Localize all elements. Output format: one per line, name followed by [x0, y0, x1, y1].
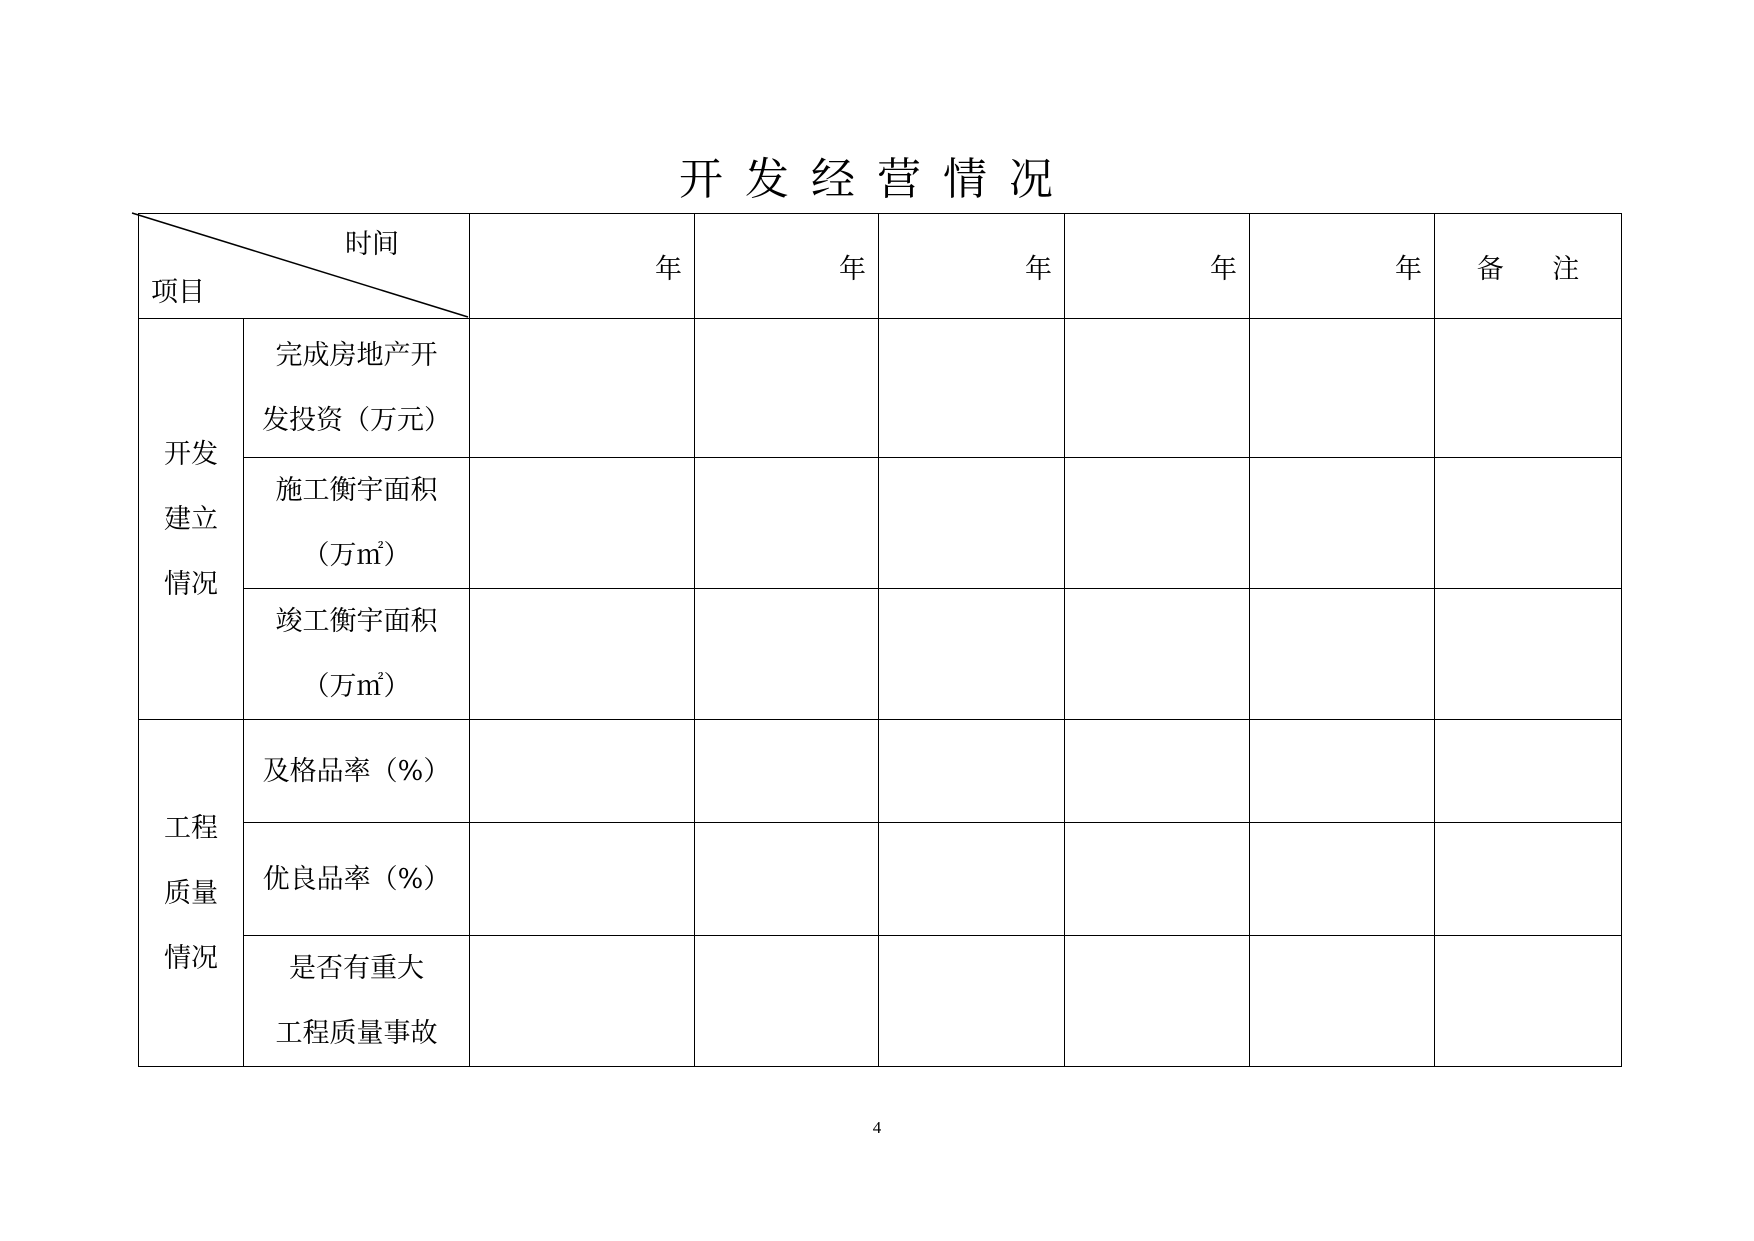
data-cell[interactable]	[879, 589, 1065, 720]
data-cell[interactable]	[695, 936, 879, 1067]
item-label-line: 工程质量事故	[275, 1018, 438, 1049]
item-pass-rate	[244, 720, 470, 823]
data-cell[interactable]	[1250, 319, 1435, 458]
item-label-line: 完成房地产开	[275, 340, 438, 371]
item-excellent-rate	[244, 823, 470, 936]
year-header-3: 年	[879, 214, 1065, 319]
data-cell[interactable]	[695, 458, 879, 589]
data-cell[interactable]	[695, 720, 879, 823]
group-label-quality	[139, 720, 244, 1067]
data-cell[interactable]	[470, 458, 695, 589]
time-label: 时间	[345, 229, 399, 260]
remark-cell[interactable]	[1435, 319, 1622, 458]
group-label-line: 情况	[164, 568, 218, 600]
diagonal-header-cell	[139, 214, 470, 319]
group-label-line: 建立	[164, 503, 218, 535]
year-header-1: 年	[470, 214, 695, 319]
group-label-development	[139, 319, 244, 720]
year-header-5: 年	[1250, 214, 1435, 319]
remark-cell[interactable]	[1435, 720, 1622, 823]
remark-cell[interactable]	[1435, 458, 1622, 589]
data-cell[interactable]	[1250, 823, 1435, 936]
item-investment	[244, 319, 470, 458]
data-cell[interactable]	[1250, 589, 1435, 720]
data-cell[interactable]	[470, 319, 695, 458]
data-cell[interactable]	[879, 720, 1065, 823]
data-cell[interactable]	[1250, 458, 1435, 589]
data-cell[interactable]	[695, 589, 879, 720]
data-cell[interactable]	[1065, 458, 1250, 589]
item-completed-area	[244, 589, 470, 720]
data-cell[interactable]	[1065, 936, 1250, 1067]
data-cell[interactable]	[470, 589, 695, 720]
table-row	[139, 319, 1622, 458]
table-row	[139, 936, 1622, 1067]
data-cell[interactable]	[1065, 589, 1250, 720]
remark-cell[interactable]	[1435, 823, 1622, 936]
item-label-line: 优良品率（%）	[262, 863, 451, 895]
data-cell[interactable]	[1250, 720, 1435, 823]
group-label-line: 开发	[164, 438, 218, 470]
operations-table	[138, 213, 1622, 1067]
data-cell[interactable]	[695, 823, 879, 936]
remark-cell[interactable]	[1435, 936, 1622, 1067]
group-label-line: 情况	[164, 942, 218, 974]
header-row	[139, 214, 1622, 319]
group-label-line: 质量	[164, 877, 218, 909]
year-header-2: 年	[695, 214, 879, 319]
table-row	[139, 589, 1622, 720]
item-label-line: 发投资（万元）	[262, 405, 451, 436]
item-label-line: 是否有重大	[289, 953, 424, 984]
data-cell[interactable]	[470, 823, 695, 936]
item-label-line: （万㎡）	[302, 671, 411, 702]
page-title: 开发经营情况	[679, 154, 1075, 205]
year-header-4: 年	[1065, 214, 1250, 319]
data-cell[interactable]	[470, 720, 695, 823]
data-cell[interactable]	[1065, 720, 1250, 823]
item-label: 项目	[151, 277, 205, 308]
table-row	[139, 720, 1622, 823]
data-cell[interactable]	[879, 458, 1065, 589]
data-cell[interactable]	[695, 319, 879, 458]
table-row	[139, 458, 1622, 589]
table-row	[139, 823, 1622, 936]
item-label-line: 施工衡宇面积	[275, 475, 438, 506]
data-cell[interactable]	[1065, 319, 1250, 458]
data-cell[interactable]	[470, 936, 695, 1067]
item-construction-area	[244, 458, 470, 589]
data-cell[interactable]	[1065, 823, 1250, 936]
data-cell[interactable]	[879, 823, 1065, 936]
page-number: 4	[872, 1118, 882, 1137]
item-label-line: 竣工衡宇面积	[275, 606, 438, 637]
remark-cell[interactable]	[1435, 589, 1622, 720]
remark-header: 备 注	[1435, 214, 1622, 319]
item-major-accident	[244, 936, 470, 1067]
data-cell[interactable]	[879, 319, 1065, 458]
data-cell[interactable]	[1250, 936, 1435, 1067]
item-label-line: 及格品率（%）	[262, 755, 451, 787]
data-cell[interactable]	[879, 936, 1065, 1067]
item-label-line: （万㎡）	[302, 540, 411, 571]
group-label-line: 工程	[164, 812, 218, 844]
